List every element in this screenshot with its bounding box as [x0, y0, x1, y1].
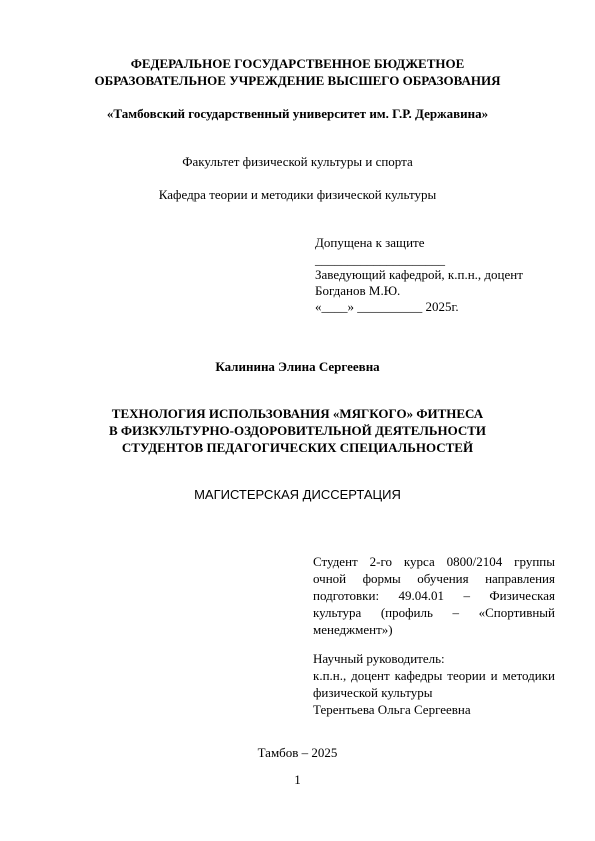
- city-year: Тамбов – 2025: [257, 745, 338, 760]
- head-title: Заведующий кафедрой, к.п.н., доцент: [315, 267, 523, 282]
- faculty-name: Факультет физической культуры и спорта: [182, 154, 413, 169]
- supervisor-details: к.п.н., доцент кафедры теории и методики физической культуры: [313, 668, 555, 700]
- author-name: Калинина Элина Сергеевна: [215, 359, 380, 374]
- head-name: Богданов М.Ю.: [315, 283, 401, 298]
- supervisor-name: Терентьева Ольга Сергеевна: [313, 702, 471, 717]
- student-info: Студент 2-го курса 0800/2104 группы очной формы обучения направления подготовки: 49.04.01 – Физическая культура (профиль – «Спортивный менеджмент»): [313, 554, 555, 637]
- university-name: «Тамбовский государственный университет им. Г.Р. Державина»: [106, 106, 489, 121]
- signature-line: ____________________: [315, 252, 445, 267]
- department-name: Кафедра теории и методики физической культуры: [158, 187, 437, 202]
- thesis-title-line-1: ТЕХНОЛОГИЯ ИСПОЛЬЗОВАНИЯ «МЯГКОГО» ФИТНЕСА: [111, 406, 484, 421]
- work-type: МАГИСТЕРСКАЯ ДИССЕРТАЦИЯ: [194, 487, 401, 502]
- supervisor-label: Научный руководитель:: [313, 651, 445, 666]
- thesis-title-line-3: СТУДЕНТОВ ПЕДАГОГИЧЕСКИХ СПЕЦИАЛЬНОСТЕЙ: [121, 440, 474, 455]
- thesis-title-line-2: В ФИЗКУЛЬТУРНО-ОЗДОРОВИТЕЛЬНОЙ ДЕЯТЕЛЬНОСТИ: [108, 423, 487, 438]
- header-line-1: ФЕДЕРАЛЬНОЕ ГОСУДАРСТВЕННОЕ БЮДЖЕТНОЕ: [130, 56, 465, 71]
- page-number: 1: [294, 772, 301, 787]
- header-line-2: ОБРАЗОВАТЕЛЬНОЕ УЧРЕЖДЕНИЕ ВЫСШЕГО ОБРАЗОВАНИЯ: [94, 73, 501, 88]
- approval-date: «____» __________ 2025г.: [315, 299, 459, 314]
- approval-admitted: Допущена к защите: [315, 235, 425, 250]
